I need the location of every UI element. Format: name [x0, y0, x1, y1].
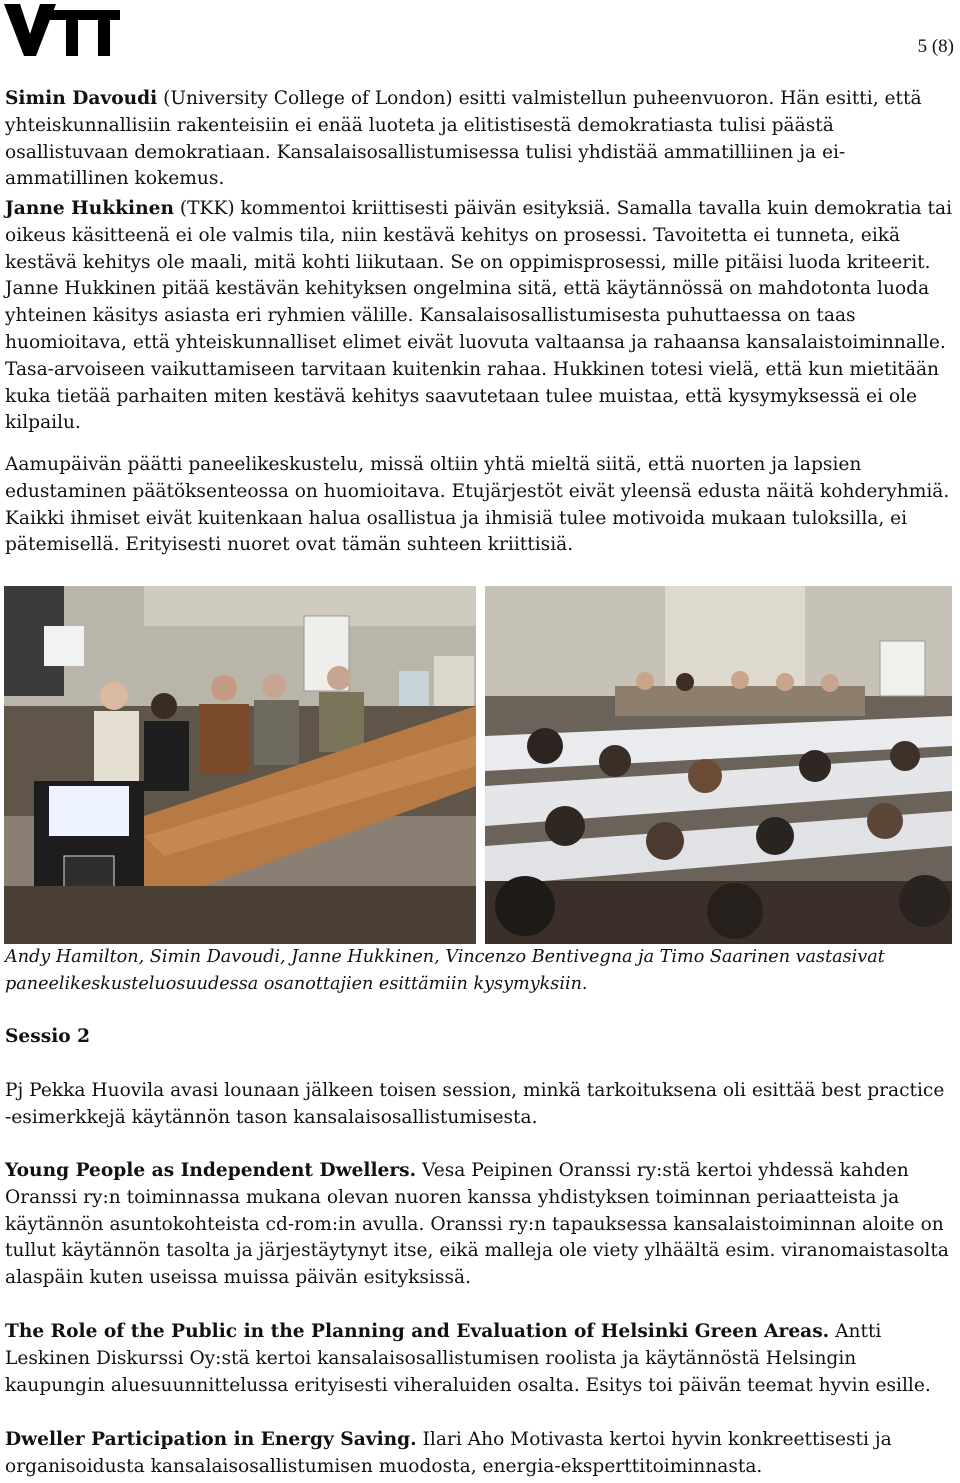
panel-photo-left: [4, 586, 476, 944]
item-title: Young People as Independent Dwellers.: [5, 1160, 417, 1181]
page-number: 5 (8): [917, 36, 954, 57]
item-energy-saving: [5, 1427, 955, 1481]
item-green-areas: [5, 1319, 955, 1399]
item-title: Dweller Participation in Energy Saving.: [5, 1429, 417, 1450]
section-heading: Sessio 2: [5, 1026, 91, 1047]
paragraph-hukkinen: [5, 196, 955, 437]
item-text: Ilari Aho Motivasta kertoi hyvin konkreettisesti ja organisoidusta kansalaisosallistumisen muodosta, energia-eksperttitoiminnasta.: [5, 1429, 892, 1477]
item-text: Vesa Peipinen Oranssi ry:stä kertoi yhdessä kahden Oranssi ry:n toiminnassa mukana olevan nuoren kanssa yhdistyksen toiminnan periaatteista ja käytännön asuntokohteista cd-rom:in avulla. Oranssi ry:n tapauksessa kansalaistoiminnan aloite on tullut käytännön tasolta ja järjestäytynyt itse, eikä malleja ole viety ylhäältä esim. viranomaistasolta alaspäin kuten useissa muissa päivän esityksissä.: [5, 1160, 949, 1289]
paragraph-davoudi: [5, 86, 955, 193]
item-young-people: [5, 1158, 955, 1292]
speaker-name: Janne Hukkinen: [5, 198, 174, 219]
paragraph-text: (University College of London) esitti valmistellun puheenvuoron. Hän esitti, että yhteiskunnallisiin rakenteisiin ei enää luoteta ja elitistisestä demokratiasta tulisi päästä osallistuvaan demokratiaan. Kansalaisosallistumisessa tulisi yhdistää ammatilliinen ja ei-ammatillinen kokemus.: [5, 88, 922, 190]
photo-caption: Andy Hamilton, Simin Davoudi, Janne Hukkinen, Vincenzo Bentivegna ja Timo Saarinen vastasivat paneelikeskusteluosuudessa osanottajien esittämiin kysymyksiin.: [5, 947, 885, 994]
item-title: The Role of the Public in the Planning and Evaluation of Helsinki Green Areas.: [5, 1321, 830, 1342]
audience-photo-right: [485, 586, 952, 944]
paragraph-panel: Aamupäivän päätti paneelikeskustelu, missä oltiin yhtä mieltä siitä, että nuorten ja lapsien edustaminen päätöksenteossa on huomioitava. Etujärjestöt eivät yleensä edusta näitä kohderyhmiä. Kaikki ihmiset eivät kuitenkaan halua osallistua ja ihmisiä tulee motivoida mukaan tuloksilla, ei pätemisellä. Erityisesti nuoret ovat tämän suhteen kriittisiä.: [5, 454, 950, 556]
section-intro: Pj Pekka Huovila avasi lounaan jälkeen toisen session, minkä tarkoituksena oli esittää best practice -esimerkkejä käytännön tason kansalaisosallistumisesta.: [5, 1080, 945, 1128]
vtt-logo: [4, 0, 120, 60]
item-text: Antti Leskinen Diskurssi Oy:stä kertoi kansalaisosallistumisen roolista ja käytännöstä Helsingin kaupungin aluesuunnittelussa erityisesti viheraluiden osalta. Esitys toi päivän teemat hyvin esille.: [5, 1321, 931, 1396]
paragraph-text: (TKK) kommentoi kriittisesti päivän esityksiä. Samalla tavalla kuin demokratia tai oikeus käsitteenä ei ole valmis tila, niin kestävä kehitys on prosessi. Tavoitetta ei tunneta, eikä kestävä kehitys ole maali, mitä kohti liikutaan. Se on oppimisprosessi, mille pitäisi luoda kriteerit. Janne Hukkinen pitää kestävän kehityksen ongelmina sitä, että käytännössä on mahdotonta luoda yhteinen käsitys asiasta eri ryhmien välille. Kansalaisosallistumisesta puhuttaessa on taas huomioitava, että yhteiskunnalliset elimet eivät luovuta valtaansa ja rahaansa kansalaistoiminnalle. Tasa-arvoiseen vaikuttamiseen tarvitaan kuitenkin rahaa. Hukkinen totesi vielä, että kun mietitään kuka tietää parhaiten miten kestävä kehitys saavutetaan tulee muistaa, että kysymyksessä ei ole kilpailu.: [5, 198, 953, 434]
speaker-name: Simin Davoudi: [5, 88, 158, 109]
